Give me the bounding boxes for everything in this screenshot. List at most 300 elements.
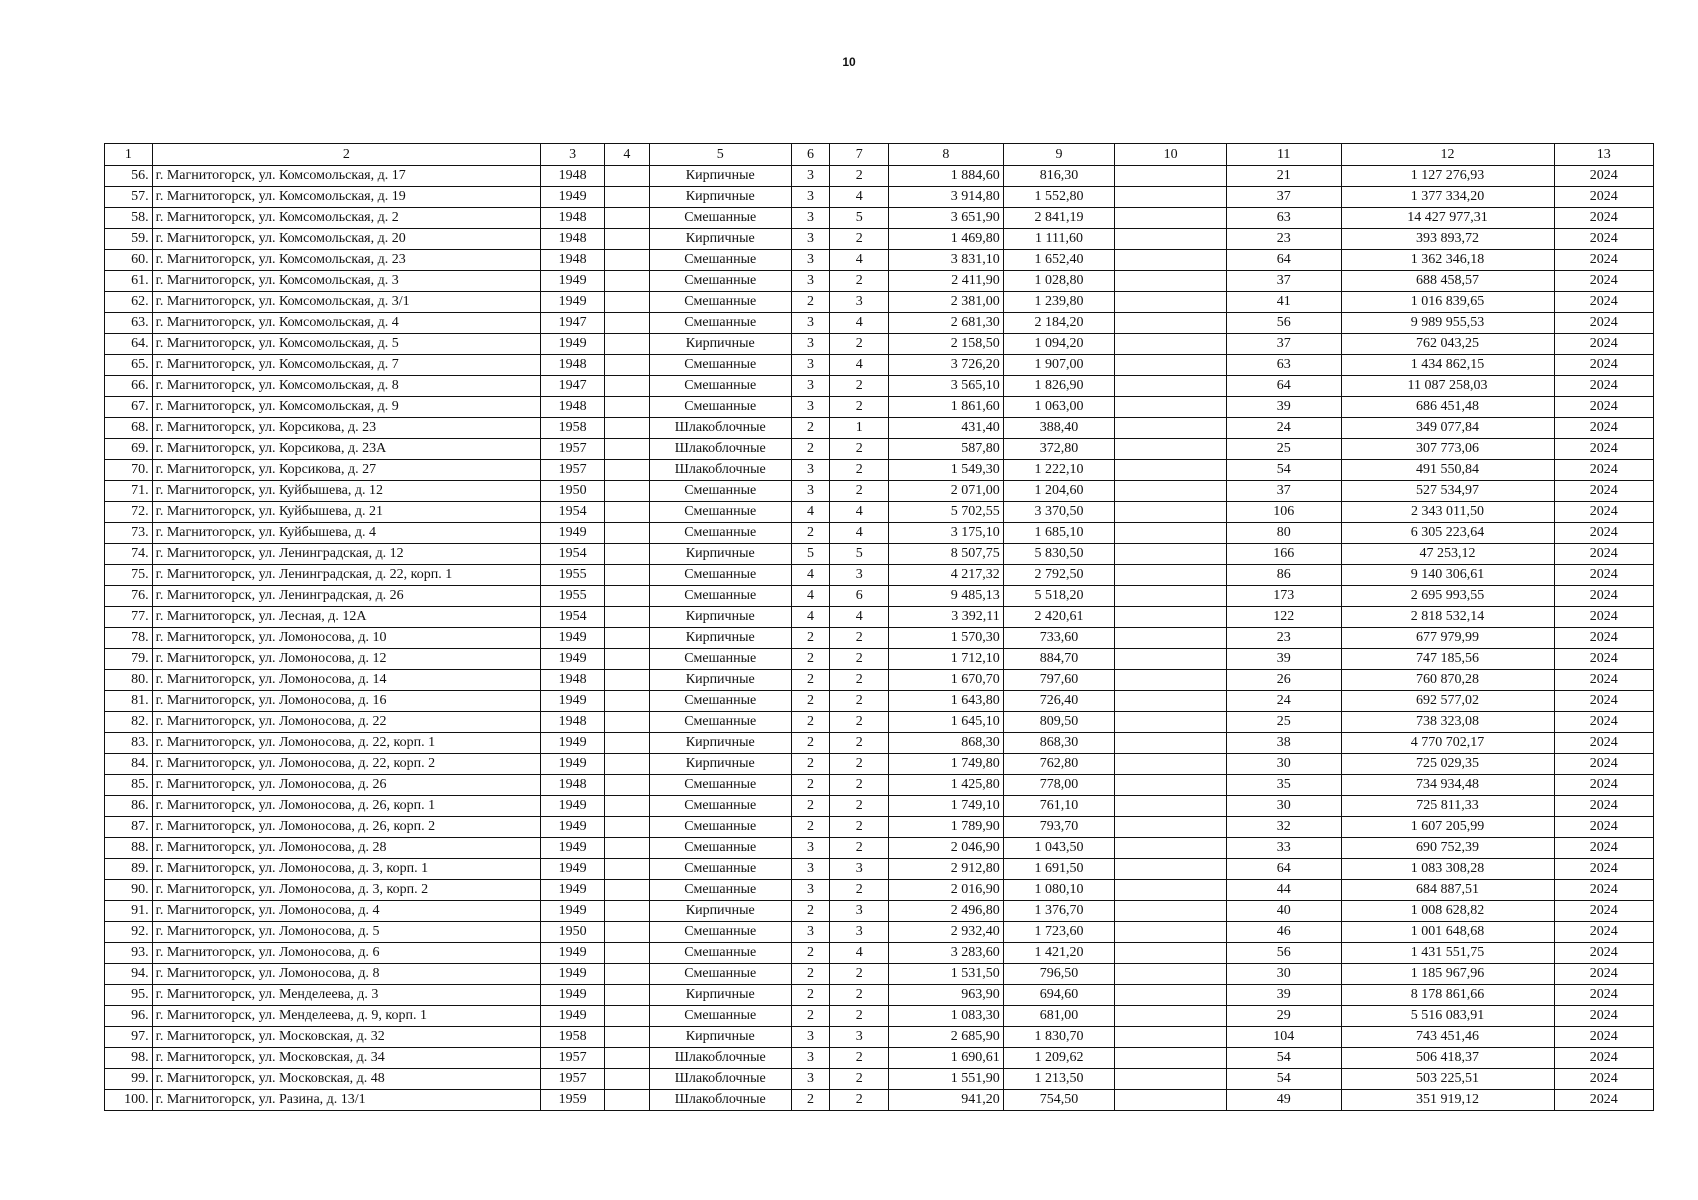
living-area-cell: 809,50: [1003, 712, 1115, 733]
wall-material-cell: Шлакоблочные: [649, 439, 791, 460]
wall-material-cell: Смешанные: [649, 250, 791, 271]
floors-cell: 5: [791, 544, 830, 565]
entrances-cell: 2: [830, 712, 889, 733]
entrances-cell: 2: [830, 649, 889, 670]
address-cell: г. Магнитогорск, ул. Ломоносова, д. 26, корп. 1: [152, 796, 541, 817]
table-row: [105, 796, 1654, 817]
year-planned-cell: 2024: [1554, 397, 1653, 418]
residents-cell: 56: [1226, 943, 1341, 964]
col10-cell: [1115, 397, 1227, 418]
living-area-cell: 762,80: [1003, 754, 1115, 775]
col4-cell: [605, 397, 650, 418]
col10-cell: [1115, 1006, 1227, 1027]
wall-material-cell: Смешанные: [649, 523, 791, 544]
wall-material-cell: Кирпичные: [649, 229, 791, 250]
total-area-cell: 2 016,90: [889, 880, 1004, 901]
row-number-cell: 61.: [105, 271, 153, 292]
wall-material-cell: Смешанные: [649, 586, 791, 607]
floors-cell: 3: [791, 922, 830, 943]
wall-material-cell: Смешанные: [649, 292, 791, 313]
cost-cell: 47 253,12: [1341, 544, 1554, 565]
cost-cell: 14 427 977,31: [1341, 208, 1554, 229]
address-cell: г. Магнитогорск, ул. Комсомольская, д. 3/1: [152, 292, 541, 313]
col4-cell: [605, 208, 650, 229]
address-cell: г. Магнитогорск, ул. Комсомольская, д. 5: [152, 334, 541, 355]
col4-cell: [605, 880, 650, 901]
year-planned-cell: 2024: [1554, 460, 1653, 481]
row-number-cell: 62.: [105, 292, 153, 313]
column-header: 7: [830, 144, 889, 166]
living-area-cell: 2 420,61: [1003, 607, 1115, 628]
row-number-cell: 68.: [105, 418, 153, 439]
year-planned-cell: 2024: [1554, 376, 1653, 397]
table-row: [105, 418, 1654, 439]
col10-cell: [1115, 187, 1227, 208]
floors-cell: 2: [791, 670, 830, 691]
year-planned-cell: 2024: [1554, 628, 1653, 649]
col4-cell: [605, 565, 650, 586]
cost-cell: 2 343 011,50: [1341, 502, 1554, 523]
row-number-cell: 89.: [105, 859, 153, 880]
col10-cell: [1115, 586, 1227, 607]
year-planned-cell: 2024: [1554, 922, 1653, 943]
wall-material-cell: Смешанные: [649, 1006, 791, 1027]
total-area-cell: 963,90: [889, 985, 1004, 1006]
entrances-cell: 2: [830, 397, 889, 418]
address-cell: г. Магнитогорск, ул. Ломоносова, д. 6: [152, 943, 541, 964]
wall-material-cell: Кирпичные: [649, 544, 791, 565]
floors-cell: 2: [791, 817, 830, 838]
wall-material-cell: Смешанные: [649, 355, 791, 376]
col10-cell: [1115, 439, 1227, 460]
col4-cell: [605, 901, 650, 922]
address-cell: г. Магнитогорск, ул. Московская, д. 34: [152, 1048, 541, 1069]
total-area-cell: 3 651,90: [889, 208, 1004, 229]
total-area-cell: 9 485,13: [889, 586, 1004, 607]
floors-cell: 2: [791, 292, 830, 313]
col4-cell: [605, 460, 650, 481]
col4-cell: [605, 733, 650, 754]
floors-cell: 4: [791, 502, 830, 523]
table-row: [105, 208, 1654, 229]
entrances-cell: 3: [830, 565, 889, 586]
wall-material-cell: Смешанные: [649, 943, 791, 964]
col4-cell: [605, 292, 650, 313]
year-cell: 1948: [541, 397, 605, 418]
wall-material-cell: Смешанные: [649, 880, 791, 901]
address-cell: г. Магнитогорск, ул. Ломоносова, д. 3, корп. 1: [152, 859, 541, 880]
year-planned-cell: 2024: [1554, 208, 1653, 229]
year-planned-cell: 2024: [1554, 1027, 1653, 1048]
residents-cell: 44: [1226, 880, 1341, 901]
column-header: 4: [605, 144, 650, 166]
row-number-cell: 95.: [105, 985, 153, 1006]
year-planned-cell: 2024: [1554, 1048, 1653, 1069]
col4-cell: [605, 334, 650, 355]
address-cell: г. Магнитогорск, ул. Комсомольская, д. 23: [152, 250, 541, 271]
cost-cell: 734 934,48: [1341, 775, 1554, 796]
cost-cell: 1 431 551,75: [1341, 943, 1554, 964]
residents-cell: 63: [1226, 355, 1341, 376]
cost-cell: 491 550,84: [1341, 460, 1554, 481]
floors-cell: 2: [791, 775, 830, 796]
year-cell: 1957: [541, 460, 605, 481]
living-area-cell: 761,10: [1003, 796, 1115, 817]
year-cell: 1949: [541, 292, 605, 313]
wall-material-cell: Смешанные: [649, 502, 791, 523]
col4-cell: [605, 523, 650, 544]
entrances-cell: 4: [830, 523, 889, 544]
total-area-cell: 1 425,80: [889, 775, 1004, 796]
year-cell: 1949: [541, 859, 605, 880]
entrances-cell: 2: [830, 1006, 889, 1027]
row-number-cell: 64.: [105, 334, 153, 355]
col10-cell: [1115, 922, 1227, 943]
living-area-cell: 681,00: [1003, 1006, 1115, 1027]
col4-cell: [605, 859, 650, 880]
floors-cell: 3: [791, 166, 830, 187]
year-planned-cell: 2024: [1554, 796, 1653, 817]
address-cell: г. Магнитогорск, ул. Ломоносова, д. 26, корп. 2: [152, 817, 541, 838]
row-number-cell: 67.: [105, 397, 153, 418]
year-cell: 1954: [541, 502, 605, 523]
living-area-cell: 1 691,50: [1003, 859, 1115, 880]
residents-cell: 41: [1226, 292, 1341, 313]
col4-cell: [605, 166, 650, 187]
cost-cell: 690 752,39: [1341, 838, 1554, 859]
residents-cell: 39: [1226, 985, 1341, 1006]
wall-material-cell: Смешанные: [649, 964, 791, 985]
col10-cell: [1115, 1027, 1227, 1048]
year-cell: 1949: [541, 838, 605, 859]
entrances-cell: 2: [830, 691, 889, 712]
living-area-cell: 754,50: [1003, 1090, 1115, 1111]
cost-cell: 11 087 258,03: [1341, 376, 1554, 397]
col10-cell: [1115, 796, 1227, 817]
year-planned-cell: 2024: [1554, 271, 1653, 292]
address-cell: г. Магнитогорск, ул. Ломоносова, д. 16: [152, 691, 541, 712]
total-area-cell: 3 565,10: [889, 376, 1004, 397]
total-area-cell: 1 570,30: [889, 628, 1004, 649]
total-area-cell: 8 507,75: [889, 544, 1004, 565]
table-row: [105, 1006, 1654, 1027]
year-cell: 1948: [541, 229, 605, 250]
col10-cell: [1115, 964, 1227, 985]
row-number-cell: 100.: [105, 1090, 153, 1111]
col4-cell: [605, 775, 650, 796]
row-number-cell: 78.: [105, 628, 153, 649]
year-planned-cell: 2024: [1554, 943, 1653, 964]
cost-cell: 9 140 306,61: [1341, 565, 1554, 586]
year-cell: 1948: [541, 670, 605, 691]
entrances-cell: 2: [830, 838, 889, 859]
address-cell: г. Магнитогорск, ул. Комсомольская, д. 8: [152, 376, 541, 397]
col10-cell: [1115, 943, 1227, 964]
residents-cell: 54: [1226, 460, 1341, 481]
table-row: [105, 712, 1654, 733]
year-planned-cell: 2024: [1554, 607, 1653, 628]
floors-cell: 2: [791, 649, 830, 670]
address-cell: г. Магнитогорск, ул. Комсомольская, д. 7: [152, 355, 541, 376]
living-area-cell: 1 111,60: [1003, 229, 1115, 250]
address-cell: г. Магнитогорск, ул. Ломоносова, д. 22, корп. 2: [152, 754, 541, 775]
floors-cell: 2: [791, 1090, 830, 1111]
residents-cell: 25: [1226, 439, 1341, 460]
floors-cell: 3: [791, 250, 830, 271]
entrances-cell: 2: [830, 1090, 889, 1111]
floors-cell: 3: [791, 880, 830, 901]
total-area-cell: 1 551,90: [889, 1069, 1004, 1090]
total-area-cell: 2 685,90: [889, 1027, 1004, 1048]
address-cell: г. Магнитогорск, ул. Московская, д. 48: [152, 1069, 541, 1090]
cost-cell: 747 185,56: [1341, 649, 1554, 670]
wall-material-cell: Шлакоблочные: [649, 1048, 791, 1069]
floors-cell: 2: [791, 418, 830, 439]
floors-cell: 3: [791, 334, 830, 355]
address-cell: г. Магнитогорск, ул. Ленинградская, д. 22, корп. 1: [152, 565, 541, 586]
row-number-cell: 81.: [105, 691, 153, 712]
col10-cell: [1115, 754, 1227, 775]
residents-cell: 30: [1226, 964, 1341, 985]
row-number-cell: 71.: [105, 481, 153, 502]
total-area-cell: 3 392,11: [889, 607, 1004, 628]
address-cell: г. Магнитогорск, ул. Куйбышева, д. 4: [152, 523, 541, 544]
col10-cell: [1115, 901, 1227, 922]
col10-cell: [1115, 292, 1227, 313]
row-number-cell: 86.: [105, 796, 153, 817]
address-cell: г. Магнитогорск, ул. Ломоносова, д. 4: [152, 901, 541, 922]
year-cell: 1950: [541, 481, 605, 502]
total-area-cell: 3 726,20: [889, 355, 1004, 376]
cost-cell: 1 001 648,68: [1341, 922, 1554, 943]
column-header: 1: [105, 144, 153, 166]
col10-cell: [1115, 313, 1227, 334]
total-area-cell: 2 912,80: [889, 859, 1004, 880]
year-planned-cell: 2024: [1554, 523, 1653, 544]
living-area-cell: 1 080,10: [1003, 880, 1115, 901]
col10-cell: [1115, 775, 1227, 796]
living-area-cell: 1 685,10: [1003, 523, 1115, 544]
address-cell: г. Магнитогорск, ул. Корсикова, д. 23: [152, 418, 541, 439]
col10-cell: [1115, 817, 1227, 838]
total-area-cell: 1 549,30: [889, 460, 1004, 481]
col10-cell: [1115, 208, 1227, 229]
year-cell: 1948: [541, 712, 605, 733]
year-cell: 1949: [541, 964, 605, 985]
row-number-cell: 94.: [105, 964, 153, 985]
column-header: 3: [541, 144, 605, 166]
row-number-cell: 73.: [105, 523, 153, 544]
table-row: [105, 565, 1654, 586]
col4-cell: [605, 922, 650, 943]
wall-material-cell: Кирпичные: [649, 628, 791, 649]
cost-cell: 677 979,99: [1341, 628, 1554, 649]
table-row: [105, 775, 1654, 796]
entrances-cell: 2: [830, 880, 889, 901]
address-cell: г. Магнитогорск, ул. Комсомольская, д. 17: [152, 166, 541, 187]
cost-cell: 6 305 223,64: [1341, 523, 1554, 544]
col4-cell: [605, 187, 650, 208]
year-cell: 1954: [541, 607, 605, 628]
residents-cell: 40: [1226, 901, 1341, 922]
total-area-cell: 2 071,00: [889, 481, 1004, 502]
row-number-cell: 87.: [105, 817, 153, 838]
year-planned-cell: 2024: [1554, 313, 1653, 334]
wall-material-cell: Кирпичные: [649, 670, 791, 691]
wall-material-cell: Кирпичные: [649, 733, 791, 754]
floors-cell: 2: [791, 523, 830, 544]
col4-cell: [605, 544, 650, 565]
year-planned-cell: 2024: [1554, 649, 1653, 670]
residents-cell: 32: [1226, 817, 1341, 838]
living-area-cell: 797,60: [1003, 670, 1115, 691]
residents-cell: 33: [1226, 838, 1341, 859]
row-number-cell: 85.: [105, 775, 153, 796]
cost-cell: 1 127 276,93: [1341, 166, 1554, 187]
wall-material-cell: Шлакоблочные: [649, 1090, 791, 1111]
row-number-cell: 63.: [105, 313, 153, 334]
col10-cell: [1115, 229, 1227, 250]
col10-cell: [1115, 460, 1227, 481]
col10-cell: [1115, 1069, 1227, 1090]
col4-cell: [605, 481, 650, 502]
entrances-cell: 4: [830, 607, 889, 628]
living-area-cell: 372,80: [1003, 439, 1115, 460]
column-header: 5: [649, 144, 791, 166]
cost-cell: 1 434 862,15: [1341, 355, 1554, 376]
year-planned-cell: 2024: [1554, 544, 1653, 565]
row-number-cell: 84.: [105, 754, 153, 775]
entrances-cell: 2: [830, 754, 889, 775]
residents-cell: 35: [1226, 775, 1341, 796]
address-cell: г. Магнитогорск, ул. Ломоносова, д. 8: [152, 964, 541, 985]
cost-cell: 762 043,25: [1341, 334, 1554, 355]
wall-material-cell: Смешанные: [649, 481, 791, 502]
floors-cell: 3: [791, 838, 830, 859]
year-cell: 1958: [541, 1027, 605, 1048]
col10-cell: [1115, 733, 1227, 754]
residents-cell: 64: [1226, 376, 1341, 397]
residents-cell: 38: [1226, 733, 1341, 754]
residents-cell: 23: [1226, 628, 1341, 649]
year-cell: 1949: [541, 796, 605, 817]
total-area-cell: 1 690,61: [889, 1048, 1004, 1069]
row-number-cell: 70.: [105, 460, 153, 481]
living-area-cell: 3 370,50: [1003, 502, 1115, 523]
year-planned-cell: 2024: [1554, 754, 1653, 775]
column-header: 6: [791, 144, 830, 166]
col4-cell: [605, 229, 650, 250]
entrances-cell: 2: [830, 271, 889, 292]
col10-cell: [1115, 670, 1227, 691]
year-cell: 1949: [541, 271, 605, 292]
wall-material-cell: Кирпичные: [649, 1027, 791, 1048]
address-cell: г. Магнитогорск, ул. Комсомольская, д. 19: [152, 187, 541, 208]
table-row: [105, 691, 1654, 712]
living-area-cell: 796,50: [1003, 964, 1115, 985]
total-area-cell: 3 831,10: [889, 250, 1004, 271]
address-cell: г. Магнитогорск, ул. Куйбышева, д. 12: [152, 481, 541, 502]
total-area-cell: 1 749,10: [889, 796, 1004, 817]
address-cell: г. Магнитогорск, ул. Ломоносова, д. 22, корп. 1: [152, 733, 541, 754]
year-cell: 1957: [541, 439, 605, 460]
row-number-cell: 96.: [105, 1006, 153, 1027]
col10-cell: [1115, 271, 1227, 292]
year-planned-cell: 2024: [1554, 712, 1653, 733]
total-area-cell: 1 670,70: [889, 670, 1004, 691]
year-cell: 1948: [541, 166, 605, 187]
living-area-cell: 1 222,10: [1003, 460, 1115, 481]
wall-material-cell: Смешанные: [649, 397, 791, 418]
total-area-cell: 3 914,80: [889, 187, 1004, 208]
col4-cell: [605, 250, 650, 271]
year-planned-cell: 2024: [1554, 733, 1653, 754]
living-area-cell: 1 907,00: [1003, 355, 1115, 376]
total-area-cell: 2 381,00: [889, 292, 1004, 313]
residents-cell: 25: [1226, 712, 1341, 733]
entrances-cell: 4: [830, 250, 889, 271]
wall-material-cell: Шлакоблочные: [649, 418, 791, 439]
floors-cell: 3: [791, 1048, 830, 1069]
col4-cell: [605, 754, 650, 775]
year-cell: 1955: [541, 565, 605, 586]
wall-material-cell: Кирпичные: [649, 607, 791, 628]
total-area-cell: 1 531,50: [889, 964, 1004, 985]
year-cell: 1950: [541, 922, 605, 943]
wall-material-cell: Смешанные: [649, 271, 791, 292]
cost-cell: 1 008 628,82: [1341, 901, 1554, 922]
row-number-cell: 65.: [105, 355, 153, 376]
col10-cell: [1115, 607, 1227, 628]
col4-cell: [605, 376, 650, 397]
year-planned-cell: 2024: [1554, 964, 1653, 985]
entrances-cell: 5: [830, 544, 889, 565]
total-area-cell: 1 645,10: [889, 712, 1004, 733]
living-area-cell: 1 826,90: [1003, 376, 1115, 397]
col4-cell: [605, 355, 650, 376]
col4-cell: [605, 1027, 650, 1048]
entrances-cell: 2: [830, 1069, 889, 1090]
living-area-cell: 1 239,80: [1003, 292, 1115, 313]
year-planned-cell: 2024: [1554, 355, 1653, 376]
row-number-cell: 79.: [105, 649, 153, 670]
total-area-cell: 1 884,60: [889, 166, 1004, 187]
col4-cell: [605, 670, 650, 691]
residents-cell: 56: [1226, 313, 1341, 334]
table-row: [105, 355, 1654, 376]
col10-cell: [1115, 691, 1227, 712]
year-cell: 1948: [541, 775, 605, 796]
table-row: [105, 166, 1654, 187]
wall-material-cell: Шлакоблочные: [649, 1069, 791, 1090]
year-planned-cell: 2024: [1554, 670, 1653, 691]
residents-cell: 29: [1226, 1006, 1341, 1027]
column-header: 10: [1115, 144, 1227, 166]
cost-cell: 351 919,12: [1341, 1090, 1554, 1111]
living-area-cell: 1 043,50: [1003, 838, 1115, 859]
entrances-cell: 1: [830, 418, 889, 439]
year-planned-cell: 2024: [1554, 1090, 1653, 1111]
col4-cell: [605, 1006, 650, 1027]
total-area-cell: 1 861,60: [889, 397, 1004, 418]
table-row: [105, 1048, 1654, 1069]
residents-cell: 24: [1226, 691, 1341, 712]
living-area-cell: 1 376,70: [1003, 901, 1115, 922]
col10-cell: [1115, 502, 1227, 523]
total-area-cell: 2 496,80: [889, 901, 1004, 922]
address-cell: г. Магнитогорск, ул. Ломоносова, д. 12: [152, 649, 541, 670]
floors-cell: 3: [791, 481, 830, 502]
